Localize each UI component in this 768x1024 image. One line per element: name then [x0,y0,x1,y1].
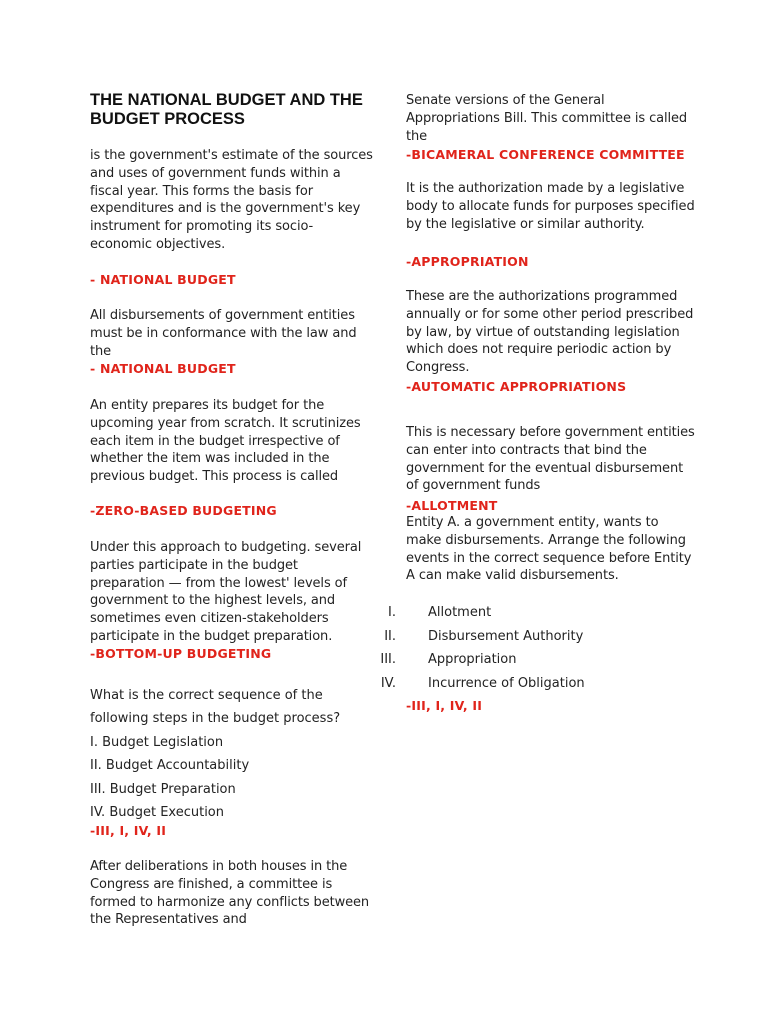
list-item [380,648,696,672]
answer-8: -AUTOMATIC APPROPRIATIONS [406,379,627,394]
answer-3: -ZERO-BASED BUDGETING [90,503,277,518]
question-8-text: These are the authorizations programmed annually or for some other period prescribed by law, by virtue of outstanding legislation which does not require periodic action by Congress. [406,289,694,376]
step-item: III. Budget Preparation [90,781,236,797]
list-item-number: I. [388,605,396,620]
list-item-number: II. [384,628,396,644]
list-item-number: III. [380,652,396,667]
answer-9: -ALLOTMENT [406,498,498,513]
question-10-events [380,601,696,695]
list-item [388,601,696,625]
question-6-continued: Senate versions of the General Appropriations Bill. This committee is called the [406,93,688,144]
page-title: THE NATIONAL BUDGET AND THE BUDGET PROCESS [90,91,363,128]
list-item-label: Disbursement Authority [428,628,584,644]
answer-6: -BICAMERAL CONFERENCE COMMITTEE [406,147,685,162]
list-item [380,672,696,696]
answer-1: - NATIONAL BUDGET [90,272,236,287]
step-item: IV. Budget Execution [90,804,224,820]
answer-4: -BOTTOM-UP BUDGETING [90,646,272,661]
step-item: I. Budget Legislation [90,735,224,750]
question-7-text: It is the authorization made by a legislative body to allocate funds for purposes specified by the legislative or similar authority. [406,181,695,232]
list-item [384,625,696,649]
answer-2: - NATIONAL BUDGET [90,361,236,376]
question-2-text: All disbursements of government entities must be in conformance with the law and the [90,308,357,359]
question-3-text: An entity prepares its budget for the upcoming year from scratch. It scrutinizes each item in the budget irrespective of whether the item was included in the previous budget. This process is called [90,398,361,485]
question-1-text: is the government's estimate of the sources and uses of government funds within a fiscal year. This forms the basis for expenditures and is the government's key instrument for promoting its socio-economic objectives. [90,148,373,252]
answer-5: -III, I, IV, II [90,823,167,838]
question-5-steps [90,731,375,824]
list-item-label: Appropriation [428,652,517,667]
question-10-text: Entity A. a government entity, wants to make disbursements. Arrange the following events in the correct sequence before Entity A can make valid disbursements. [406,515,692,584]
list-item-label: Incurrence of Obligation [428,675,585,691]
question-5-text: What is the correct sequence of the following steps in the budget process? [90,688,341,727]
answer-10: -III, I, IV, II [406,698,483,713]
question-9-text: This is necessary before government entities can enter into contracts that bind the government for the eventual disbursement of government funds [406,425,695,494]
question-6-text: After deliberations in both houses in the Congress are finished, a committee is formed to harmonize any conflicts between the Representatives and [90,859,370,928]
step-item: II. Budget Accountability [90,758,250,774]
answer-7: -APPROPRIATION [406,254,529,269]
question-4-text: Under this approach to budgeting. several parties participate in the budget preparation — from the lowest' levels of government to the highest levels, and sometimes even citizen-stakeholders participate in the budget preparation. [90,540,362,644]
list-item-label: Allotment [428,605,492,620]
list-item-number: IV. [380,675,396,691]
